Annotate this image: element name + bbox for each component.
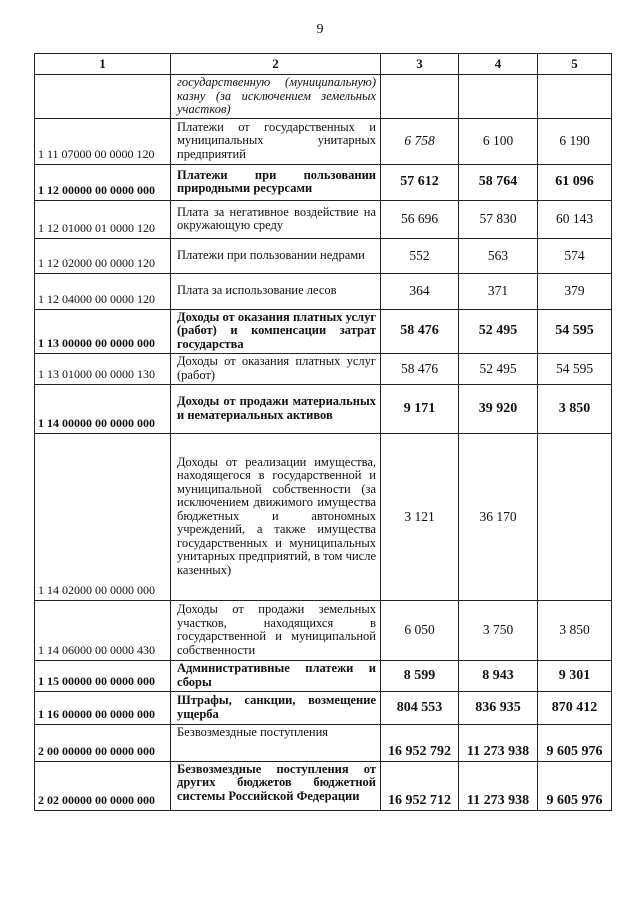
- row-code: 1 14 06000 00 0000 430: [35, 600, 171, 660]
- row-value-5: 61 096: [538, 164, 612, 200]
- row-value-4: 6 100: [459, 118, 538, 164]
- row-value-5: 6 190: [538, 118, 612, 164]
- row-value-5: 379: [538, 273, 612, 309]
- row-name: Платежи при пользовании природными ресурсами: [171, 164, 381, 200]
- row-name: Плата за негативное воздействие на окружающую среду: [171, 200, 381, 238]
- row-value-5: 60 143: [538, 200, 612, 238]
- row-code: 1 13 01000 00 0000 130: [35, 353, 171, 384]
- revenue-table: [34, 53, 612, 811]
- row-code: 1 12 01000 01 0000 120: [35, 200, 171, 238]
- row-value-5: [538, 75, 612, 119]
- row-value-4: 57 830: [459, 200, 538, 238]
- row-value-4: 52 495: [459, 353, 538, 384]
- row-value-3: 16 952 792: [381, 724, 459, 761]
- row-value-3: 57 612: [381, 164, 459, 200]
- row-value-5: 54 595: [538, 309, 612, 353]
- header-col-2: 2: [171, 54, 381, 75]
- table-row: [35, 238, 612, 273]
- row-code: 1 12 04000 00 0000 120: [35, 273, 171, 309]
- row-value-4: 11 273 938: [459, 761, 538, 810]
- row-name: Безвозмездные поступления от других бюджетов бюджетной системы Российской Федерации: [171, 761, 381, 810]
- row-code: 1 13 00000 00 0000 000: [35, 309, 171, 353]
- row-value-3: 364: [381, 273, 459, 309]
- header-col-4: 4: [459, 54, 538, 75]
- row-name: Доходы от реализации имущества, находящегося в государственной и муниципальной собственности (за исключением движимого имущества бюджетных и автономных учреждений, а также имущества государственных и муниципальных унитарных предприятий, в том числе казенных): [171, 433, 381, 600]
- row-code: 1 14 02000 00 0000 000: [35, 433, 171, 600]
- row-value-3: 8 599: [381, 660, 459, 691]
- row-value-3: 16 952 712: [381, 761, 459, 810]
- row-name: государственную (муниципальную) казну (за исключением земельных участков): [171, 75, 381, 119]
- row-name: Доходы от оказания платных услуг (работ): [171, 353, 381, 384]
- row-value-3: 9 171: [381, 384, 459, 433]
- row-value-4: 563: [459, 238, 538, 273]
- row-value-5: [538, 433, 612, 600]
- row-code: 2 02 00000 00 0000 000: [35, 761, 171, 810]
- table-row: [35, 691, 612, 724]
- table-row: [35, 660, 612, 691]
- row-value-5: 3 850: [538, 384, 612, 433]
- row-name: Платежи при пользовании недрами: [171, 238, 381, 273]
- row-value-4: 11 273 938: [459, 724, 538, 761]
- row-value-3: 552: [381, 238, 459, 273]
- table-row: [35, 75, 612, 119]
- row-code: 1 15 00000 00 0000 000: [35, 660, 171, 691]
- row-value-5: 870 412: [538, 691, 612, 724]
- table-row: [35, 600, 612, 660]
- table-row: [35, 724, 612, 761]
- row-value-4: 8 943: [459, 660, 538, 691]
- table-row: [35, 200, 612, 238]
- table-row: [35, 309, 612, 353]
- row-value-3: 58 476: [381, 309, 459, 353]
- row-value-3: 58 476: [381, 353, 459, 384]
- row-code: 1 16 00000 00 0000 000: [35, 691, 171, 724]
- table-row: [35, 118, 612, 164]
- page-number: 9: [316, 22, 324, 37]
- row-value-4: [459, 75, 538, 119]
- table-row: [35, 433, 612, 600]
- row-name: Платежи от государственных и муниципальных унитарных предприятий: [171, 118, 381, 164]
- table-row: [35, 353, 612, 384]
- row-name: Доходы от продажи материальных и нематериальных активов: [171, 384, 381, 433]
- row-value-3: 6 758: [381, 118, 459, 164]
- row-value-5: 9 605 976: [538, 761, 612, 810]
- table-row: [35, 164, 612, 200]
- row-value-4: 36 170: [459, 433, 538, 600]
- row-code: 2 00 00000 00 0000 000: [35, 724, 171, 761]
- table-row: [35, 384, 612, 433]
- table-row: [35, 273, 612, 309]
- row-name: Плата за использование лесов: [171, 273, 381, 309]
- row-name: Штрафы, санкции, возмещение ущерба: [171, 691, 381, 724]
- row-value-5: 574: [538, 238, 612, 273]
- row-name: Безвозмездные поступления: [171, 724, 381, 761]
- row-code: 1 12 00000 00 0000 000: [35, 164, 171, 200]
- row-value-5: 9 301: [538, 660, 612, 691]
- row-name: Административные платежи и сборы: [171, 660, 381, 691]
- row-value-4: 52 495: [459, 309, 538, 353]
- row-value-3: 6 050: [381, 600, 459, 660]
- row-value-5: 9 605 976: [538, 724, 612, 761]
- row-value-4: 58 764: [459, 164, 538, 200]
- row-code: [35, 75, 171, 119]
- row-value-3: [381, 75, 459, 119]
- row-value-3: 3 121: [381, 433, 459, 600]
- row-value-4: 39 920: [459, 384, 538, 433]
- row-value-4: 836 935: [459, 691, 538, 724]
- row-value-3: 804 553: [381, 691, 459, 724]
- row-code: 1 12 02000 00 0000 120: [35, 238, 171, 273]
- header-col-5: 5: [538, 54, 612, 75]
- header-col-1: 1: [35, 54, 171, 75]
- row-code: 1 11 07000 00 0000 120: [35, 118, 171, 164]
- row-value-5: 3 850: [538, 600, 612, 660]
- row-value-3: 56 696: [381, 200, 459, 238]
- table-row: [35, 761, 612, 810]
- row-name: Доходы от продажи земельных участков, находящихся в государственной и муниципальной собственности: [171, 600, 381, 660]
- row-code: 1 14 00000 00 0000 000: [35, 384, 171, 433]
- row-name: Доходы от оказания платных услуг (работ) и компенсации затрат государства: [171, 309, 381, 353]
- row-value-4: 371: [459, 273, 538, 309]
- row-value-4: 3 750: [459, 600, 538, 660]
- row-value-5: 54 595: [538, 353, 612, 384]
- header-col-3: 3: [381, 54, 459, 75]
- header-row: [35, 54, 612, 75]
